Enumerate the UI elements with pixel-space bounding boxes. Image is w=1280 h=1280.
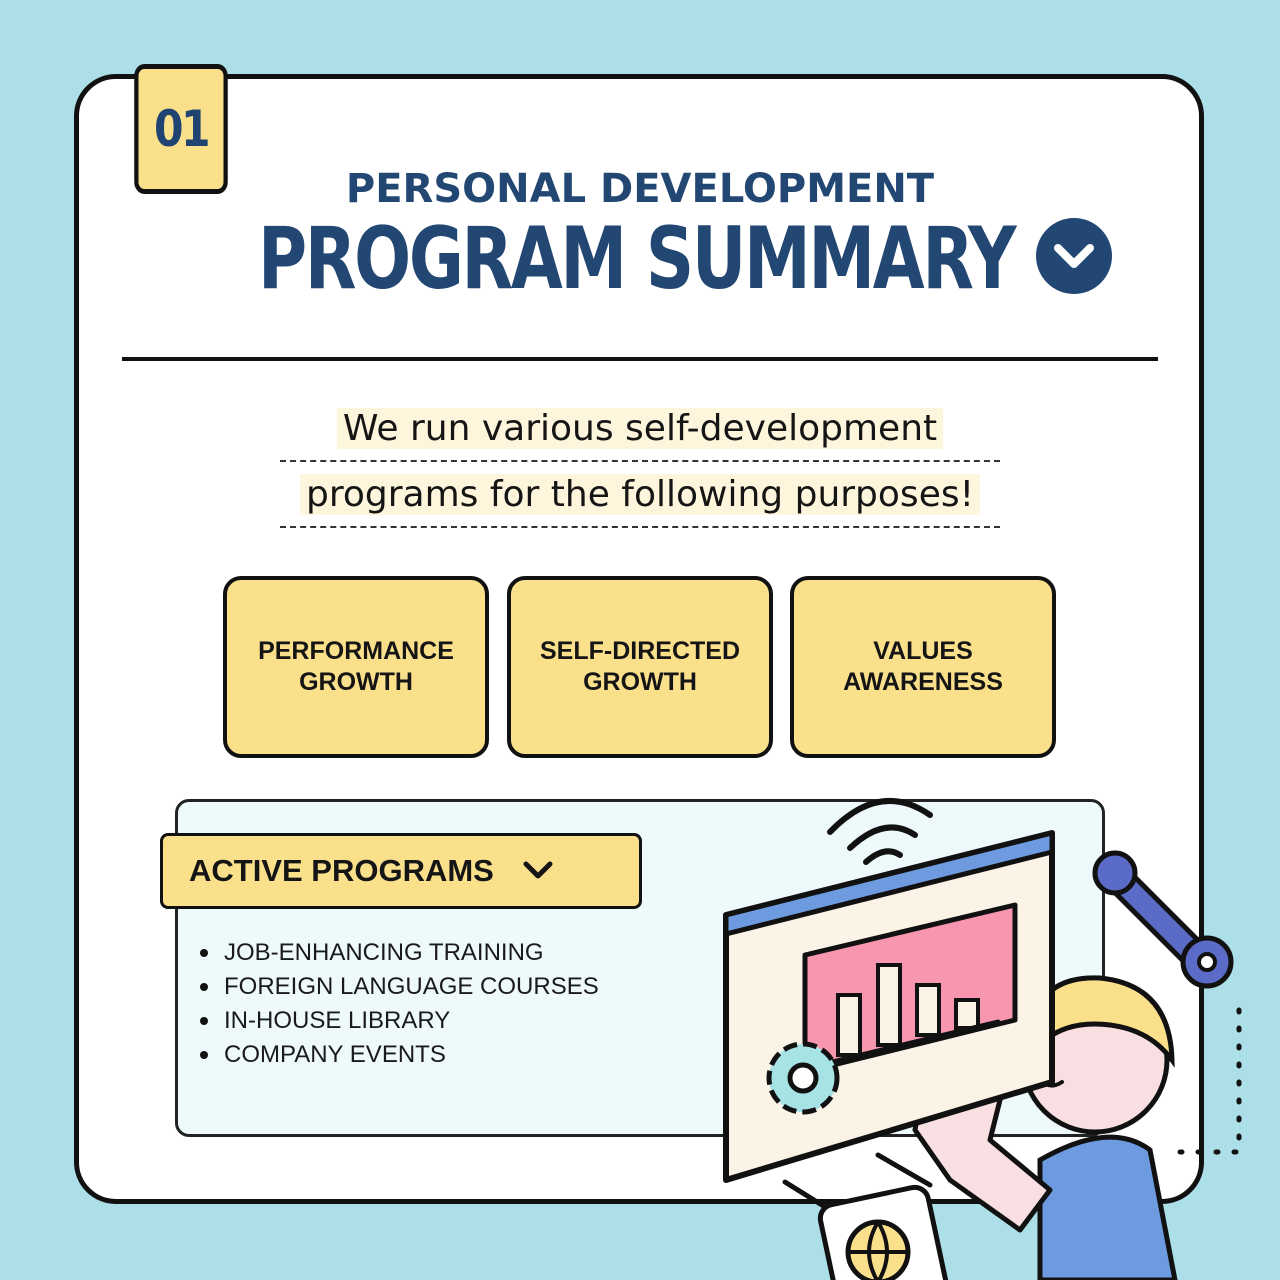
purpose-card-values: VALUES AWARENESS	[790, 576, 1056, 758]
list-item: IN-HOUSE LIBRARY	[200, 1004, 599, 1038]
programs-heading: ACTIVE PROGRAMS	[189, 853, 494, 888]
wifi-signal-icon	[830, 801, 930, 862]
list-item: FOREIGN LANGUAGE COURSES	[200, 970, 599, 1004]
page-title: PROGRAM SUMMARY	[258, 209, 1015, 309]
list-item: JOB-ENHANCING TRAINING	[200, 936, 599, 970]
intro-line-2: programs for the following purposes!	[280, 470, 1000, 528]
purpose-card-performance: PERFORMANCE GROWTH	[223, 576, 489, 758]
page-subtitle: PERSONAL DEVELOPMENT	[345, 166, 935, 212]
wrench-icon	[1095, 853, 1231, 986]
gear-icon	[769, 1044, 837, 1112]
intro-line-1: We run various self-development	[280, 404, 1000, 462]
dotted-corner-lines	[1180, 1010, 1239, 1152]
list-item: COMPANY EVENTS	[200, 1038, 599, 1072]
globe-icon	[818, 1185, 948, 1280]
section-number-badge: 01	[134, 64, 228, 194]
purpose-card-self-directed: SELF-DIRECTED GROWTH	[507, 576, 773, 758]
